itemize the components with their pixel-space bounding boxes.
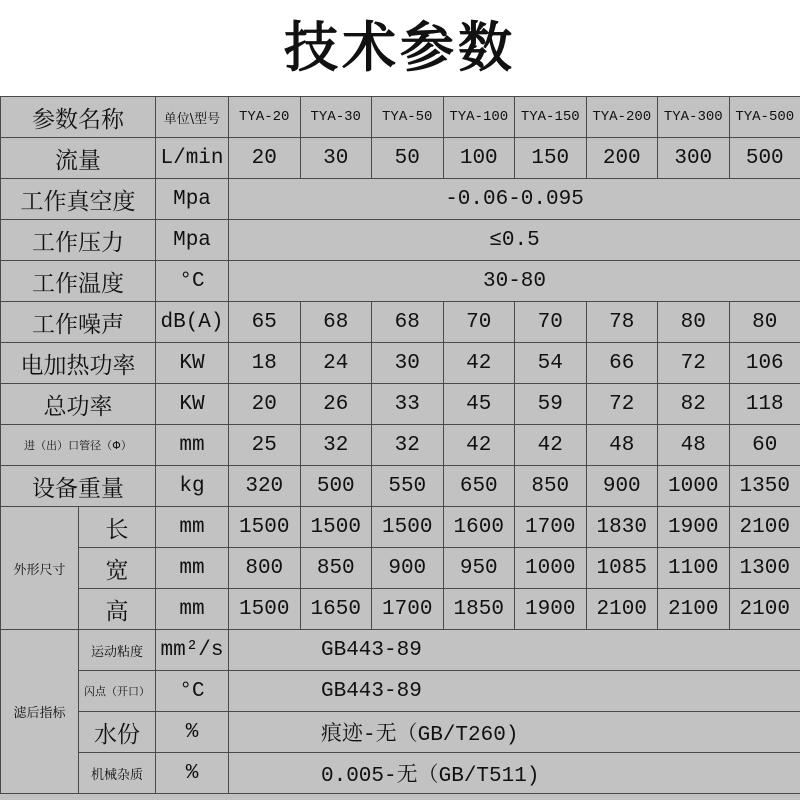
unit-cell: °C <box>156 671 229 712</box>
unit-cell: mm²/s <box>156 630 229 671</box>
value-cell: 1850 <box>443 589 515 630</box>
value-cell: ≤0.5 <box>229 220 800 261</box>
value-cell: 42 <box>443 343 515 384</box>
value-cell: 1500 <box>300 507 372 548</box>
unit-cell: mm <box>156 425 229 466</box>
unit-cell: kg <box>156 466 229 507</box>
value-cell: 650 <box>443 466 515 507</box>
unit-cell: mm <box>156 589 229 630</box>
filter-group-label: 滤后指标 <box>1 630 79 794</box>
value-cell: 1600 <box>443 507 515 548</box>
value-cell: 80 <box>658 302 730 343</box>
value-cell: 痕迹-无（GB/T260) <box>229 712 800 753</box>
value-cell: 30 <box>300 138 372 179</box>
table-row <box>1 466 800 507</box>
table-row <box>1 179 800 220</box>
page-title: 技术参数 <box>0 0 800 96</box>
value-cell: 500 <box>729 138 800 179</box>
value-cell: 850 <box>515 466 587 507</box>
model-header: TYA-150 <box>515 97 587 138</box>
value-cell: 1500 <box>229 507 301 548</box>
table-row <box>1 261 800 302</box>
value-cell: 1900 <box>515 589 587 630</box>
value-cell: 72 <box>586 384 658 425</box>
model-header: TYA-500 <box>729 97 800 138</box>
value-cell: 1500 <box>372 507 444 548</box>
unit-cell: mm <box>156 507 229 548</box>
value-cell: 68 <box>300 302 372 343</box>
value-cell: 18 <box>229 343 301 384</box>
model-header: TYA-50 <box>372 97 444 138</box>
table-row <box>1 343 800 384</box>
value-cell: 33 <box>372 384 444 425</box>
value-cell: 950 <box>443 548 515 589</box>
table-row <box>1 507 800 548</box>
param-name: 进（出）口管径（Φ） <box>1 425 156 466</box>
table-row <box>1 548 800 589</box>
value-cell: 300 <box>658 138 730 179</box>
value-cell: 850 <box>300 548 372 589</box>
param-name: 长 <box>79 507 156 548</box>
value-cell: 25 <box>229 425 301 466</box>
value-cell: 45 <box>443 384 515 425</box>
value-cell: 82 <box>658 384 730 425</box>
value-cell: 30 <box>372 343 444 384</box>
model-header: TYA-100 <box>443 97 515 138</box>
unit-cell: mm <box>156 548 229 589</box>
value-cell: 0.005-无（GB/T511) <box>229 753 800 794</box>
value-cell: 48 <box>586 425 658 466</box>
value-cell: 1000 <box>658 466 730 507</box>
param-name: 机械杂质 <box>79 753 156 794</box>
value-cell: 59 <box>515 384 587 425</box>
value-cell: 1900 <box>658 507 730 548</box>
table-row <box>1 220 800 261</box>
param-name: 工作真空度 <box>1 179 156 220</box>
param-name: 工作压力 <box>1 220 156 261</box>
value-cell: 200 <box>586 138 658 179</box>
value-cell: 26 <box>300 384 372 425</box>
value-cell: 60 <box>729 425 800 466</box>
value-cell: 42 <box>443 425 515 466</box>
value-cell: 900 <box>586 466 658 507</box>
param-name: 工作温度 <box>1 261 156 302</box>
table-row <box>1 671 800 712</box>
value-cell: GB443-89 <box>229 671 800 712</box>
value-cell: 20 <box>229 384 301 425</box>
param-name: 闪点（开口） <box>79 671 156 712</box>
value-cell: 118 <box>729 384 800 425</box>
value-cell: 50 <box>372 138 444 179</box>
param-name-header: 参数名称 <box>1 97 156 138</box>
value-cell: 1350 <box>729 466 800 507</box>
value-cell: 72 <box>658 343 730 384</box>
value-cell: 1700 <box>515 507 587 548</box>
value-cell: 78 <box>586 302 658 343</box>
value-cell: 1700 <box>372 589 444 630</box>
param-name: 水份 <box>79 712 156 753</box>
param-name: 宽 <box>79 548 156 589</box>
unit-cell: Mpa <box>156 179 229 220</box>
value-cell: 1000 <box>515 548 587 589</box>
value-cell: 150 <box>515 138 587 179</box>
value-cell: 500 <box>300 466 372 507</box>
unit-cell: % <box>156 753 229 794</box>
header-row <box>1 97 800 138</box>
value-cell: 68 <box>372 302 444 343</box>
param-name: 电加热功率 <box>1 343 156 384</box>
model-header: TYA-30 <box>300 97 372 138</box>
unit-cell: °C <box>156 261 229 302</box>
value-cell: 2100 <box>658 589 730 630</box>
table-row <box>1 425 800 466</box>
param-name: 流量 <box>1 138 156 179</box>
value-cell: 32 <box>300 425 372 466</box>
value-cell: 24 <box>300 343 372 384</box>
param-name: 工作噪声 <box>1 302 156 343</box>
unit-cell: KW <box>156 343 229 384</box>
model-header: TYA-20 <box>229 97 301 138</box>
value-cell: 1650 <box>300 589 372 630</box>
value-cell: 2100 <box>586 589 658 630</box>
param-name: 高 <box>79 589 156 630</box>
value-cell: 800 <box>229 548 301 589</box>
value-cell: 42 <box>515 425 587 466</box>
model-header: TYA-300 <box>658 97 730 138</box>
param-name: 运动粘度 <box>79 630 156 671</box>
value-cell: 2100 <box>729 589 800 630</box>
value-cell: 1300 <box>729 548 800 589</box>
unit-cell: % <box>156 712 229 753</box>
table-row <box>1 630 800 671</box>
value-cell: 1085 <box>586 548 658 589</box>
value-cell: 550 <box>372 466 444 507</box>
table-row <box>1 138 800 179</box>
value-cell: 106 <box>729 343 800 384</box>
unit-cell: L/min <box>156 138 229 179</box>
param-name: 设备重量 <box>1 466 156 507</box>
value-cell: 1500 <box>229 589 301 630</box>
dimensions-group-label: 外形尺寸 <box>1 507 79 630</box>
param-name: 总功率 <box>1 384 156 425</box>
value-cell: -0.06-0.095 <box>229 179 800 220</box>
unit-cell: KW <box>156 384 229 425</box>
value-cell: 65 <box>229 302 301 343</box>
model-header: TYA-200 <box>586 97 658 138</box>
value-cell: 70 <box>515 302 587 343</box>
value-cell: GB443-89 <box>229 630 800 671</box>
value-cell: 66 <box>586 343 658 384</box>
value-cell: 32 <box>372 425 444 466</box>
value-cell: 320 <box>229 466 301 507</box>
spec-table <box>0 96 800 794</box>
value-cell: 20 <box>229 138 301 179</box>
value-cell: 70 <box>443 302 515 343</box>
unit-model-header: 单位\型号 <box>156 97 229 138</box>
value-cell: 80 <box>729 302 800 343</box>
value-cell: 900 <box>372 548 444 589</box>
table-row <box>1 302 800 343</box>
table-row <box>1 384 800 425</box>
value-cell: 1100 <box>658 548 730 589</box>
value-cell: 30-80 <box>229 261 800 302</box>
value-cell: 100 <box>443 138 515 179</box>
table-row <box>1 589 800 630</box>
unit-cell: Mpa <box>156 220 229 261</box>
value-cell: 1830 <box>586 507 658 548</box>
value-cell: 54 <box>515 343 587 384</box>
value-cell: 48 <box>658 425 730 466</box>
table-row <box>1 753 800 794</box>
unit-cell: dB(A) <box>156 302 229 343</box>
table-row <box>1 712 800 753</box>
value-cell: 2100 <box>729 507 800 548</box>
